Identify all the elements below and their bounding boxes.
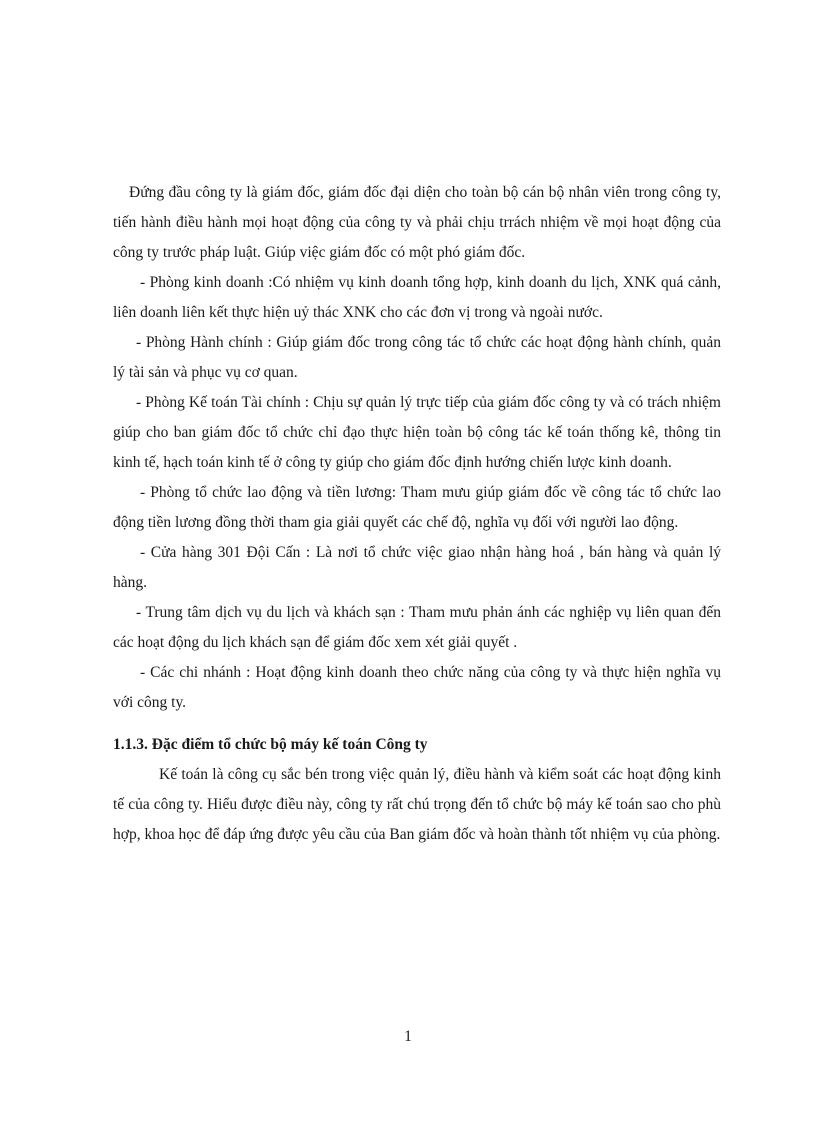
paragraph-accounting-dept: - Phòng Kế toán Tài chính : Chịu sự quản lý trực tiếp của giám đốc công ty và có trách nhiệm giúp cho ban giám đốc tổ chức chỉ đạo thực hiện toàn bộ công tác kế toán thống kê, thông tin kinh tế, hạch toán kinh tế ở công ty giúp cho giám đốc định hướng chiến lược kinh doanh. — [113, 394, 721, 471]
paragraph-business-dept: - Phòng kinh doanh :Có nhiệm vụ kinh doanh tổng hợp, kinh doanh du lịch, XNK quá cảnh, liên doanh liên kết thực hiện uỷ thác XNK cho các đơn vị trong và ngoài nước. — [113, 274, 721, 321]
paragraph-accounting-intro: Kế toán là công cụ sắc bén trong việc quản lý, điều hành và kiểm soát các hoạt động kinh tế của công ty. Hiểu được điều này, công ty rất chú trọng đến tổ chức bộ máy kế toán sao cho phù hợp, khoa học để đáp ứng được yêu cầu của Ban giám đốc và hoàn thành tốt nhiệm vụ của phòng. — [113, 766, 721, 843]
paragraph-labor-dept: - Phòng tổ chức lao động và tiền lương: Tham mưu giúp giám đốc về công tác tổ chức lao động tiền lương đồng thời tham gia giải quyết các chế độ, nghĩa vụ đối với người lao động. — [113, 484, 721, 531]
page-number: 1 — [404, 1028, 412, 1045]
paragraph-tourism-center: - Trung tâm dịch vụ du lịch và khách sạn : Tham mưu phản ánh các nghiệp vụ liên quan đến các hoạt động du lịch khách sạn để giám đốc xem xét giải quyết . — [113, 604, 721, 651]
paragraph-store: - Cửa hàng 301 Đội Cấn : Là nơi tổ chức việc giao nhận hàng hoá , bán hàng và quản lý hàng. — [113, 544, 721, 591]
paragraph-branches: - Các chi nhánh : Hoạt động kinh doanh theo chức năng của công ty và thực hiện nghĩa vụ với công ty. — [113, 664, 721, 711]
section-heading: 1.1.3. Đặc điểm tổ chức bộ máy kế toán Công ty — [113, 736, 428, 753]
document-body — [113, 178, 721, 850]
paragraph-admin-dept: - Phòng Hành chính : Giúp giám đốc trong công tác tổ chức các hoạt động hành chính, quản lý tài sản và phục vụ cơ quan. — [113, 334, 721, 381]
paragraph-director: Đứng đầu công ty là giám đốc, giám đốc đại diện cho toàn bộ cán bộ nhân viên trong công ty, tiến hành điều hành mọi hoạt động của công ty và phải chịu trrách nhiệm về mọi hoạt động của công ty trước pháp luật. Giúp việc giám đốc có một phó giám đốc. — [113, 184, 721, 261]
